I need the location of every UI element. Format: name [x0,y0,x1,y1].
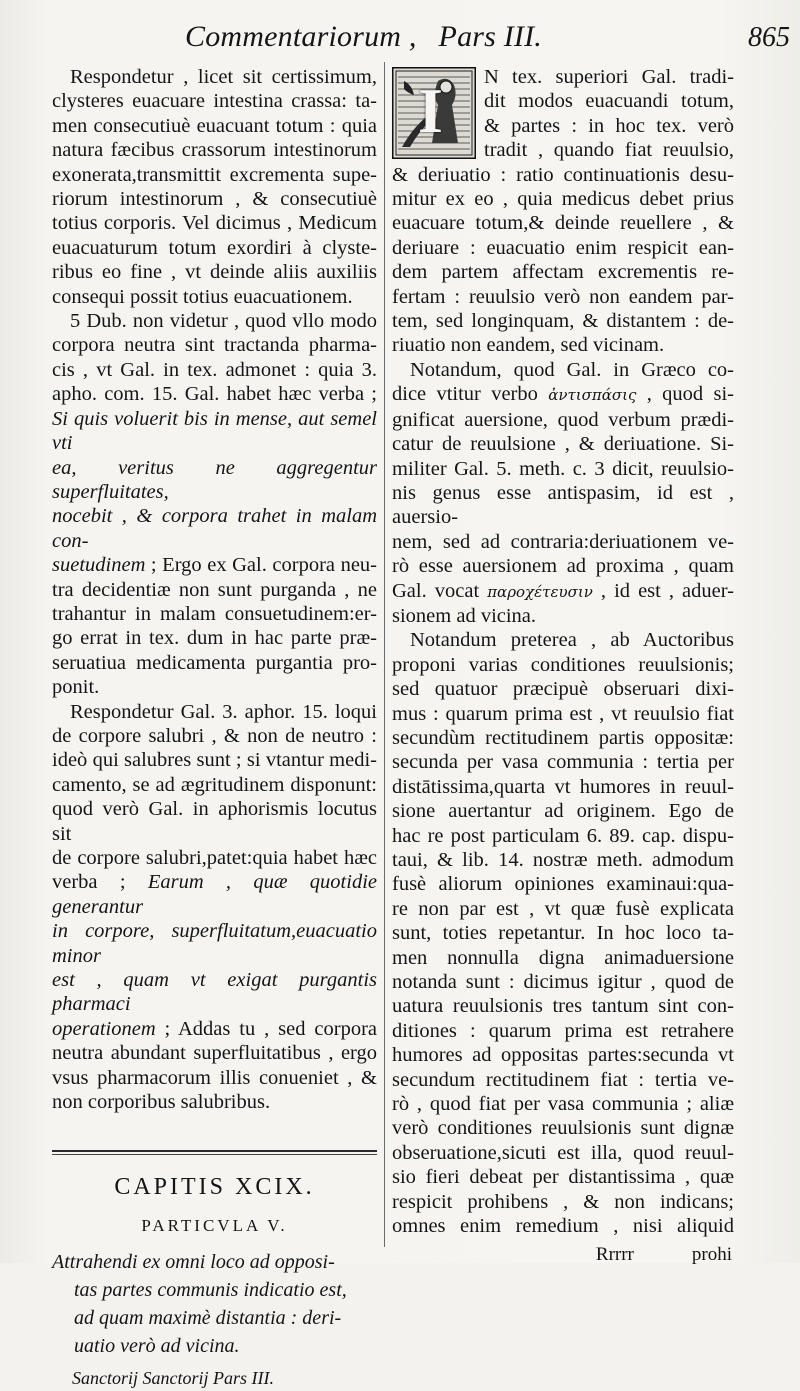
right-column [392,65,734,1267]
page-header [50,20,790,60]
text-line: natura fæcibus crassorum intestinorum [52,139,377,162]
text-line: trahantur in malam consuetudinem:er- [52,602,377,625]
text-line: tem, sed longinquam, & distantem : de- [392,310,734,333]
text-line: de corpore salubri,patet:quia habet hæc [52,847,377,869]
text-line [392,382,734,407]
text-line: secundùm rectitudinem partis oppositæ: [392,726,734,749]
running-title-pars: Pars III. [438,20,542,53]
text-line: humores ad oppositas partes:secunda vt [392,1044,734,1067]
text-line: dem partem affectam excrementis re- [392,261,734,284]
text-line: fusè aliorum opiniones examinaui:qua- [392,873,734,896]
text-line: deriuare : euacuatio enim respicit ean- [392,236,734,259]
text-line: mitur ex eo , quia medicus debet prius [392,188,734,211]
text-line: men consecutiuè euacuant totum : quia [52,114,377,137]
text-line: rò , quod fiat per vasa communia ; aliæ [392,1093,734,1116]
page-number: 865 [748,22,790,53]
divider-thin [52,1154,377,1155]
text-fragment: ; Addas tu , sed corpora [155,1017,377,1040]
text-line: mus : quarum prima est , vt reuulsio fiat [392,702,734,725]
paragraph-notandum-2 [392,628,734,1238]
text-line: riorum intestinorum , & consecutiuè [52,188,377,211]
summary-line: ad quam maximè distantia : deri- [74,1307,342,1330]
text-line: notanda sunt : dicimus igitur , quod de [392,971,734,994]
text-line [392,579,734,604]
text-line: ribus eo fine , vt deinde aliis auxiliis [52,261,377,284]
dropcap-woodcut [392,67,476,159]
text-line: neutra abundant superfluitatibus , ergo [52,1042,377,1065]
text-line: quod verò Gal. in aphorismis locutus sit [52,798,377,845]
text-line: riuatio non eandem, sed vicinam. [392,334,665,357]
text-line: hac re post particulam 6. 89. cap. dispu- [392,824,734,847]
paragraph-respondetur-2 [52,700,377,1115]
text-line: re non par est , vt quæ fusè explicata [392,897,734,920]
column-rule [384,62,385,1247]
text-line: & partes : in hoc tex. verò [484,114,734,137]
text-fragment: ; Ergo ex Gal. corpora neu- [145,554,377,577]
text-line: proponi varias conditiones reuulsionis; [392,653,734,676]
summary-line: Attrahendi ex omni loco ad opposi- [52,1251,335,1274]
text-line [52,870,377,919]
text-fragment: , quod si- [636,383,735,406]
text-line: sunt, toties repetantur. In hoc loco ta- [392,922,734,945]
text-fragment: verba ; [52,871,148,894]
text-line: clysteres euacuare intestina crassa: ta- [52,90,377,113]
text-line: exonerata,transmittit excrementa supe- [52,163,377,186]
text-line: consequi possit totius euacuationem. [52,285,353,308]
quote-line: in corpore, superfluitatum,euacuatio minor [52,920,377,967]
divider-thick [52,1150,377,1152]
page-footer [392,1243,734,1267]
quote-line: Si quis voluerit bis in mense, aut semel vti [52,407,377,455]
text-line: ideò qui salubres sunt ; si vtantur medi- [52,749,377,772]
text-line: Notandum preterea , ab Auctoribus [410,629,734,652]
greek-word: παροχέτευσιν [487,582,593,601]
footer-running-author: Sanctorij Sanctorij Pars III. [72,1368,274,1389]
text-line: militer Gal. 5. meth. c. 3 dicit, reuulsio- [392,457,734,480]
quote-fragment: operationem [52,1017,156,1040]
text-line: go errat in tex. dum in hac parte præ- [52,627,377,650]
paragraph-respondetur-1 [52,65,377,309]
text-line: ponit. [52,676,100,699]
text-line: verò conditiones reuulsionis sunt dignæ [392,1117,734,1140]
text-line: euacuare totum,& deinde reuellere , & [392,212,734,235]
text-line: euacuaturum totum exordiri à clyste- [52,236,377,259]
text-line [52,553,377,577]
text-line: respicit prohibens , & non indicans; [392,1190,734,1213]
text-line: camento, se ad ægritudinem disponunt: [52,773,377,796]
quote-fragment: suetudinem [52,554,146,577]
text-line: distātissima,quarta vt humores in reuul- [392,775,734,798]
chapter-heading: CAPITIS XCIX. [114,1174,315,1201]
text-line: nis genus esse antispasim, id est , auersio- [392,481,734,529]
summary-line: uatio verò ad vicina. [74,1335,240,1358]
text-line: nem, sed ad contraria:deriuationem ve- [392,530,734,553]
text-line: omnes enim remedium , nisi aliquid [392,1215,734,1238]
text-line: fertam : reuulsio verò non eandem par- [392,285,734,308]
text-line: N tex. superiori Gal. tradi- [484,66,734,88]
running-title [185,20,542,54]
text-line: sionem ad vicina. [392,604,537,627]
text-line: totius corporis. Vel dicimus , Medicum [52,212,377,235]
left-column [52,65,377,1391]
text-line: secunda per vasa communia : tertia per [392,751,734,774]
text-line: secundum rectitudinem fiat : tertia ve- [392,1068,734,1091]
quote-line: est , quam vt exigat purgantis pharmaci [52,969,377,1016]
text-line: corpora neutra sint tractanda pharma- [52,334,377,357]
text-line: non corporibus salubribus. [52,1091,271,1114]
text-line [52,1017,377,1041]
particula-heading: PARTICVLA V. [141,1215,288,1235]
text-line: & deriuatio : ratio continuationis desu- [392,163,734,186]
catchword: prohi [691,1243,732,1265]
greek-word: ἀντισπάσις [548,386,637,405]
text-line: de corpore salubri , & non de neutro : [52,724,377,747]
text-line: vsus pharmacorum illis conueniet , & [52,1066,377,1089]
quote-line: nocebit , & corpora trahet in malam con- [52,505,377,552]
paragraph-notandum-1 [392,358,734,628]
summary-line: tas partes communis indicatio est, [74,1279,347,1302]
text-line: uatura reuulsionis tres tantum sint con- [392,995,734,1018]
text-line: sio fieri debeat per distantissima , quæ [392,1166,734,1189]
text-line: sed quatuor præcipuè obseruari dixi- [392,678,734,701]
text-line: Respondetur , licet sit certissimum, [70,66,377,88]
text-line: 5 Dub. non videtur , quod vllo modo [70,310,377,333]
quote-line: ea, veritus ne aggregentur superfluitates, [52,456,377,503]
text-line: tradit , quando fiat reuulsio, [484,139,734,162]
text-line: dit modos euacuandi totum, [484,90,734,113]
quote-fragment: Earum , quæ quotidie generantur [52,871,377,918]
dropcap-letter: I [418,75,443,146]
text-line: men nonnulla digna animaduersione [392,946,734,969]
text-line: ditiones : quarum prima est retrahere [392,1019,734,1042]
text-line: cis , vt Gal. in tex. admonet : quia 3. [52,358,377,381]
text-line: seruatiua medicamenta purgantia pro- [52,651,377,674]
text-fragment: , id est , aduer- [592,579,734,602]
text-line: obseruatione,sicuti est illa, quod reuul- [392,1141,734,1164]
text-line: rò esse auersionem ad proxima , quam [392,555,734,578]
text-line: sione auertantur ad originem. Ego de [392,800,734,823]
running-title-text: Commentariorum , [185,20,417,53]
text-line: taui, & lib. 14. nostræ meth. admodum [392,849,734,871]
text-line: Notandum, quod Gal. in Græco co- [410,358,734,381]
text-fragment: dice vtitur verbo [392,383,549,406]
text-fragment: Gal. vocat [392,579,488,602]
text-line: apho. com. 15. Gal. habet hæc verba ; [52,383,377,406]
text-line: catur de reuulsione , & deriuatione. Si- [392,433,734,456]
text-line: gnificat auersione, quod verbum prædi- [392,408,734,431]
paragraph-dubium-5 [52,309,377,700]
section-divider [52,1150,377,1155]
signature-mark: Rrrrr [595,1243,634,1265]
particula-summary [52,1248,377,1360]
text-line: Respondetur Gal. 3. aphor. 15. loqui [70,700,377,723]
text-line: tra decidentiæ non sunt purganda , ne [52,578,377,601]
